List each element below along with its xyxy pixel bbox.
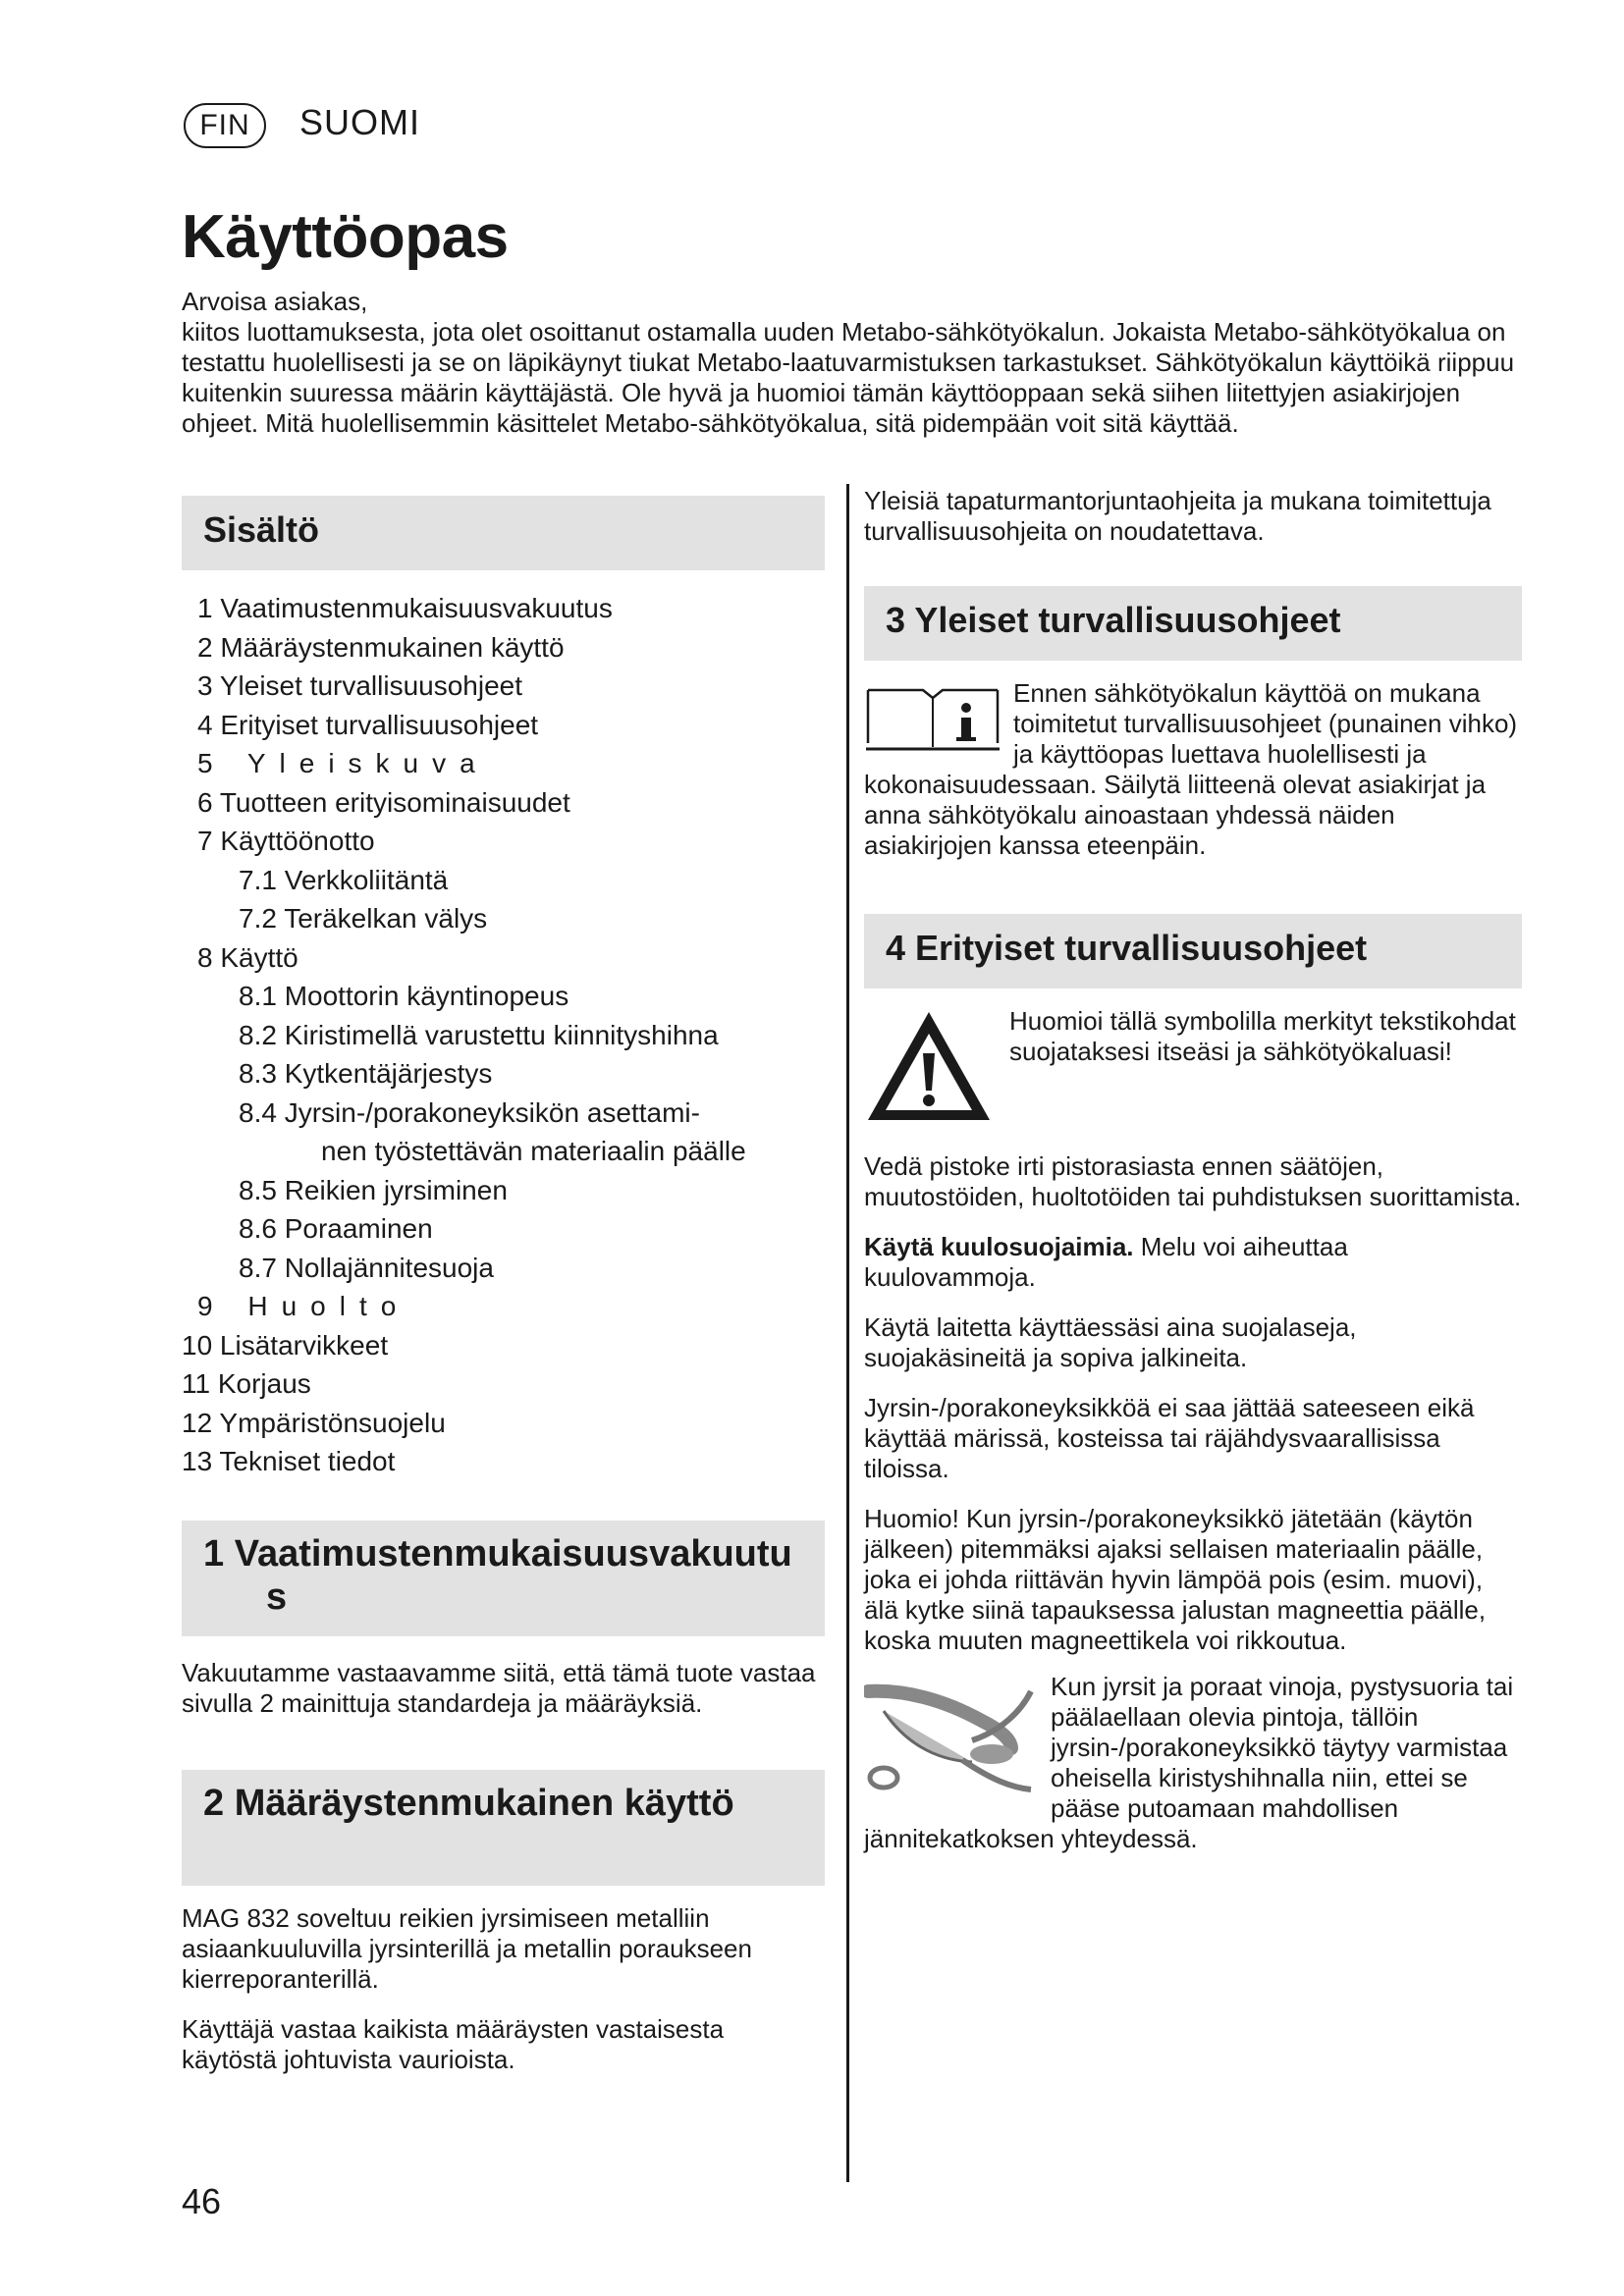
section-3-block bbox=[864, 678, 1522, 881]
intro-body: kiitos luottamuksesta, jota olet osoittanut ostamalla uuden Metabo-sähkötyökalun. Jokaista Metabo-sähkötyökalua on testattu huolellisesti ja se on läpikäynyt tiukat Metabo-laatuvarmistuksen tarkastukset. Sähkötyökalun käyttöikä riippuu kuitenkin suuressa määrin käyttäjästä. Ole hyvä ja huomioi tämän käyttöoppaan sekä siihen liitettyjen asiakirjojen ohjeet. Mitä huolellisemmin käsittelet Metabo-sähkötyökalua, sitä pidempään voit sitä käyttää. bbox=[182, 317, 1515, 438]
toc-item[interactable]: 5 Yleiskuva bbox=[197, 748, 489, 778]
section-2-text: Käyttäjä vastaa kaikista määräysten vastaisesta käytöstä johtuvista vaurioista. bbox=[182, 2013, 725, 2074]
left-column bbox=[182, 496, 825, 2095]
toc-subitem[interactable]: 8.7 Nollajännitesuoja bbox=[239, 1252, 494, 1283]
toc-item[interactable]: 1 Vaatimustenmukaisuusvakuutus bbox=[197, 593, 613, 623]
toc-subitem[interactable]: 8.1 Moottorin käyntinopeus bbox=[239, 981, 569, 1011]
right-column bbox=[864, 486, 1522, 1874]
toc-subitem[interactable]: 7.1 Verkkoliitäntä bbox=[239, 864, 449, 895]
warning-triangle-icon bbox=[864, 1006, 994, 1126]
manual-info-icon bbox=[864, 678, 1001, 757]
toc-item[interactable]: 10 Lisätarvikkeet bbox=[182, 1329, 389, 1361]
toc-item[interactable]: 4 Erityiset turvallisuusohjeet bbox=[197, 709, 539, 740]
section-4-heading: 4 Erityiset turvallisuusohjeet bbox=[864, 914, 1522, 988]
toc-subitem[interactable]: 8.4 Jyrsin-/porakoneyksikön asettami- bbox=[239, 1096, 700, 1128]
language-name: SUOMI bbox=[299, 102, 421, 142]
section-4-text bbox=[864, 1232, 1522, 1293]
toc-item[interactable]: 9 Huolto bbox=[197, 1291, 410, 1321]
column-divider bbox=[846, 484, 849, 2182]
strap-tensioner-image bbox=[864, 1672, 1037, 1797]
toc-item[interactable]: 13 Tekniset tiedot bbox=[182, 1446, 396, 1476]
section-3-text: Ennen sähkötyökalun käyttöä on mukana toimitetut turvallisuusohjeet (punainen vihko) ja käyttöopas luettava huolellisesti ja kokonaisuudessaan. Säilytä liitteenä olevat asiakirjat ja anna sähkötyökalu ainoastaan yhdessä näiden asiakirjojen kanssa eteenpäin. bbox=[864, 678, 1518, 860]
safety-note: Yleisiä tapaturmantorjuntaohjeita ja mukana toimitettuja turvallisuusohjeita on noudatettava. bbox=[864, 486, 1491, 546]
section-4-text: Vedä pistoke irti pistorasiasta ennen säätöjen, muutostöiden, huoltotöiden tai puhdistuksen suorittamista. bbox=[864, 1151, 1522, 1211]
section-4-text: Jyrsin-/porakoneyksikköä ei saa jättää sateeseen eikä käyttää märissä, kosteissa tai räjähdysvaarallisissa tiloissa. bbox=[864, 1393, 1475, 1483]
table-of-contents bbox=[182, 589, 825, 1481]
section-4-text: Käytä laitetta käyttäessäsi aina suojalaseja, suojakäsineitä ja sopiva jalkineita. bbox=[864, 1312, 1357, 1372]
toc-subitem[interactable]: 8.2 Kiristimellä varustettu kiinnityshihna bbox=[239, 1019, 719, 1050]
toc-heading: Sisältö bbox=[182, 496, 825, 570]
section-1-text: Vakuutamme vastaavamme siitä, että tämä tuote vastaa sivulla 2 mainittuja standardeja ja määräyksiä. bbox=[182, 1657, 816, 1718]
section-2-heading: 2 Määräystenmukainen käyttö bbox=[182, 1770, 825, 1886]
toc-subitem-continuation[interactable]: nen työstettävän materiaalin päälle bbox=[321, 1136, 746, 1166]
hearing-protection-text: Melu voi aiheuttaa kuulovammoja. bbox=[864, 1232, 1348, 1292]
toc-subitem[interactable]: 8.6 Poraaminen bbox=[239, 1213, 433, 1244]
toc-item[interactable]: 6 Tuotteen erityisominaisuudet bbox=[197, 786, 570, 818]
toc-subitem[interactable]: 7.2 Teräkelkan välys bbox=[239, 903, 488, 934]
section-1-heading: 1 Vaatimustenmukaisuusvakuutus bbox=[182, 1521, 825, 1636]
toc-item[interactable]: 8 Käyttö bbox=[197, 941, 298, 973]
toc-subitem[interactable]: 8.5 Reikien jyrsiminen bbox=[239, 1174, 508, 1205]
toc-item[interactable]: 12 Ympäristönsuojelu bbox=[182, 1407, 446, 1438]
toc-item[interactable]: 3 Yleiset turvallisuusohjeet bbox=[197, 670, 523, 701]
hearing-protection-emphasis: Käytä kuulosuojaimia. bbox=[864, 1232, 1134, 1261]
intro-greeting: Arvoisa asiakas, bbox=[182, 287, 368, 316]
section-4-strap-text: Kun jyrsit ja poraat vinoja, pystysuoria tai päälaellaan olevia pintoja, tällöin jyrsin-/porakoneyksikkö täytyy varmistaa oheisella kiristyshihnalla niin, ettei se pääse putoamaan mahdollisen jännitekatkoksen yhteydessä. bbox=[864, 1672, 1514, 1853]
strap-block bbox=[864, 1672, 1522, 1874]
intro-text bbox=[182, 287, 1522, 439]
warning-block bbox=[864, 1006, 1522, 1136]
toc-subitem[interactable]: 8.3 Kytkentäjärjestys bbox=[239, 1058, 493, 1089]
toc-item[interactable]: 11 Korjaus bbox=[182, 1368, 311, 1399]
section-4-text: Huomio! Kun jyrsin-/porakoneyksikkö jätetään (käytön jälkeen) pitemmäksi ajaksi sellaisen materiaalin päälle, joka ei johda riittävän hyvin lämpöä pois (esim. muovi), älä kytke siinä tapauksessa jalustan magneettia päälle, koska muuten magneettikela voi rikkoutua. bbox=[864, 1504, 1487, 1655]
warning-text: Huomioi tällä symbolilla merkityt tekstikohdat suojataksesi itseäsi ja sähkötyökaluasi! bbox=[1009, 1006, 1516, 1066]
section-2-text: MAG 832 soveltuu reikien jyrsimiseen metalliin asiaankuuluvilla jyrsinterillä ja metallin poraukseen kierreporanterillä. bbox=[182, 1902, 752, 1994]
toc-item[interactable]: 7 Käyttöönotto bbox=[197, 826, 375, 856]
toc-item[interactable]: 2 Määräystenmukainen käyttö bbox=[197, 631, 565, 663]
page-title: Käyttöopas bbox=[182, 203, 509, 271]
language-badge: FIN bbox=[184, 103, 266, 148]
section-3-heading: 3 Yleiset turvallisuusohjeet bbox=[864, 586, 1522, 661]
page-number: 46 bbox=[182, 2181, 222, 2221]
